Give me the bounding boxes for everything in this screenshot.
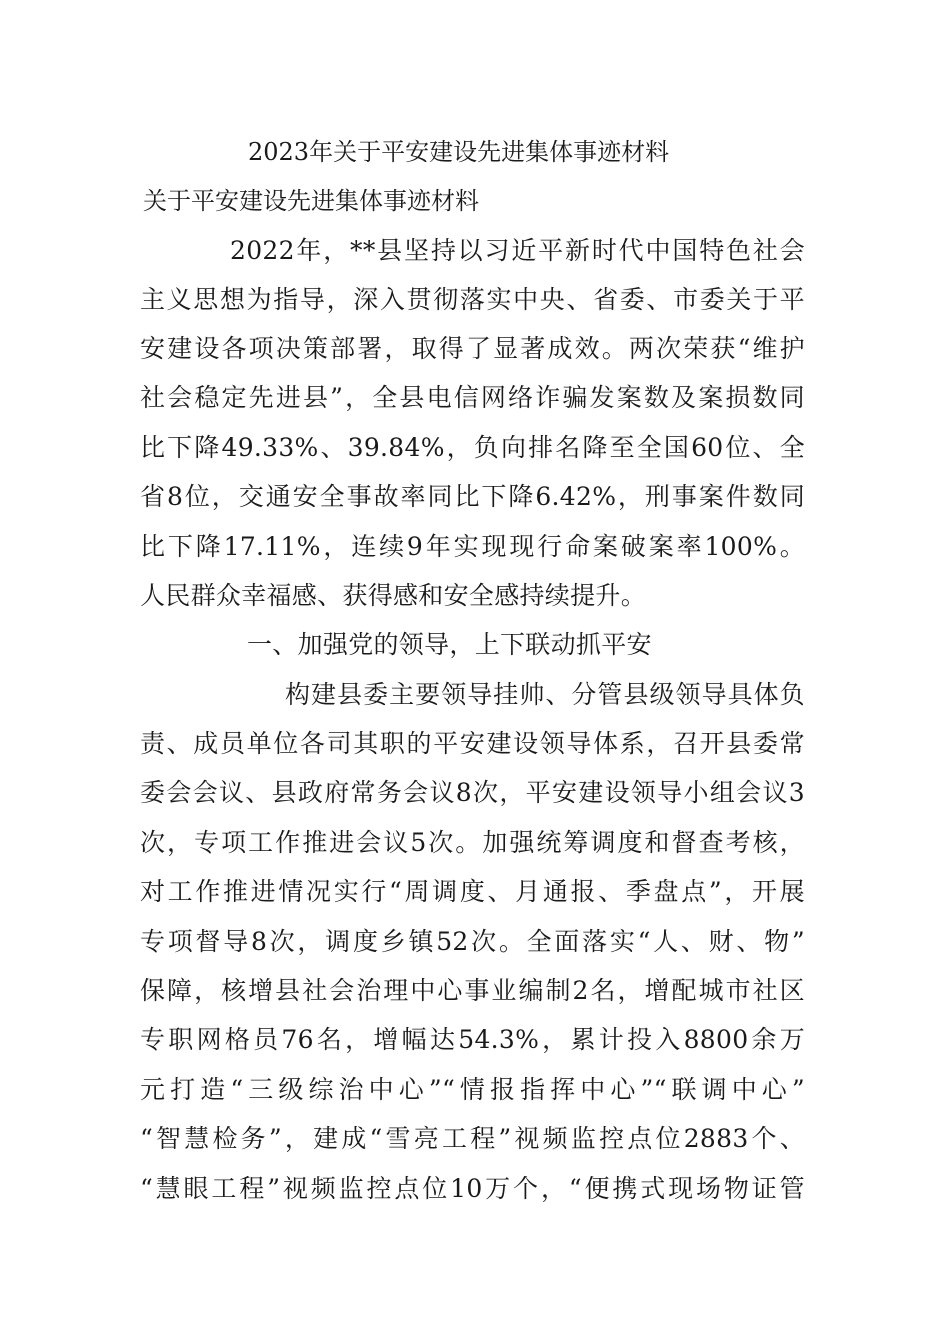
paragraph-line: 安建设各项决策部署，取得了显著成效。两次荣获“维护 xyxy=(140,334,805,363)
paragraph-line: 2022年，**县坚持以习近平新时代中国特色社会 xyxy=(230,236,805,265)
paragraph-line: 保障，核增县社会治理中心事业编制2名，增配城市社区 xyxy=(140,976,805,1005)
paragraph-line: 社会稳定先进县”，全县电信网络诈骗发案数及案损数同 xyxy=(140,383,805,412)
paragraph-line: 次，专项工作推进会议5次。加强统筹调度和督查考核， xyxy=(140,828,805,857)
paragraph-line: 主义思想为指导，深入贯彻落实中央、省委、市委关于平 xyxy=(140,285,805,314)
paragraph-line: 人民群众幸福感、获得感和安全感持续提升。 xyxy=(140,581,647,610)
paragraph-line: 专项督导8次，调度乡镇52次。全面落实“人、财、物” xyxy=(140,927,805,956)
document-title: 2023年关于平安建设先进集体事迹材料 xyxy=(248,138,670,166)
document-subtitle: 关于平安建设先进集体事迹材料 xyxy=(143,187,479,215)
paragraph-line: 比下降17.11%，连续9年实现现行命案破案率100%。 xyxy=(140,532,805,561)
paragraph-line: “智慧检务”，建成“雪亮工程”视频监控点位2883个、 xyxy=(140,1124,805,1153)
paragraph-line: 元打造“三级综治中心”“情报指挥中心”“联调中心” xyxy=(140,1075,805,1104)
paragraph-line: 构建县委主要领导挂帅、分管县级领导具体负 xyxy=(285,680,805,709)
paragraph-line: 省8位，交通安全事故率同比下降6.42%，刑事案件数同 xyxy=(140,482,805,511)
paragraph-line: 专职网格员76名，增幅达54.3%，累计投入8800余万 xyxy=(140,1025,805,1054)
paragraph-line: 责、成员单位各司其职的平安建设领导体系，召开县委常 xyxy=(140,729,805,758)
paragraph-line: 委会会议、县政府常务会议8次，平安建设领导小组会议3 xyxy=(140,778,805,807)
paragraph-line: 对工作推进情况实行“周调度、月通报、季盘点”，开展 xyxy=(140,877,805,906)
paragraph-line: “慧眼工程”视频监控点位10万个，“便携式现场物证管 xyxy=(140,1174,805,1203)
paragraph-line: 比下降49.33%、39.84%，负向排名降至全国60位、全 xyxy=(140,433,805,462)
section-heading: 一、加强党的领导，上下联动抓平安 xyxy=(247,630,652,659)
